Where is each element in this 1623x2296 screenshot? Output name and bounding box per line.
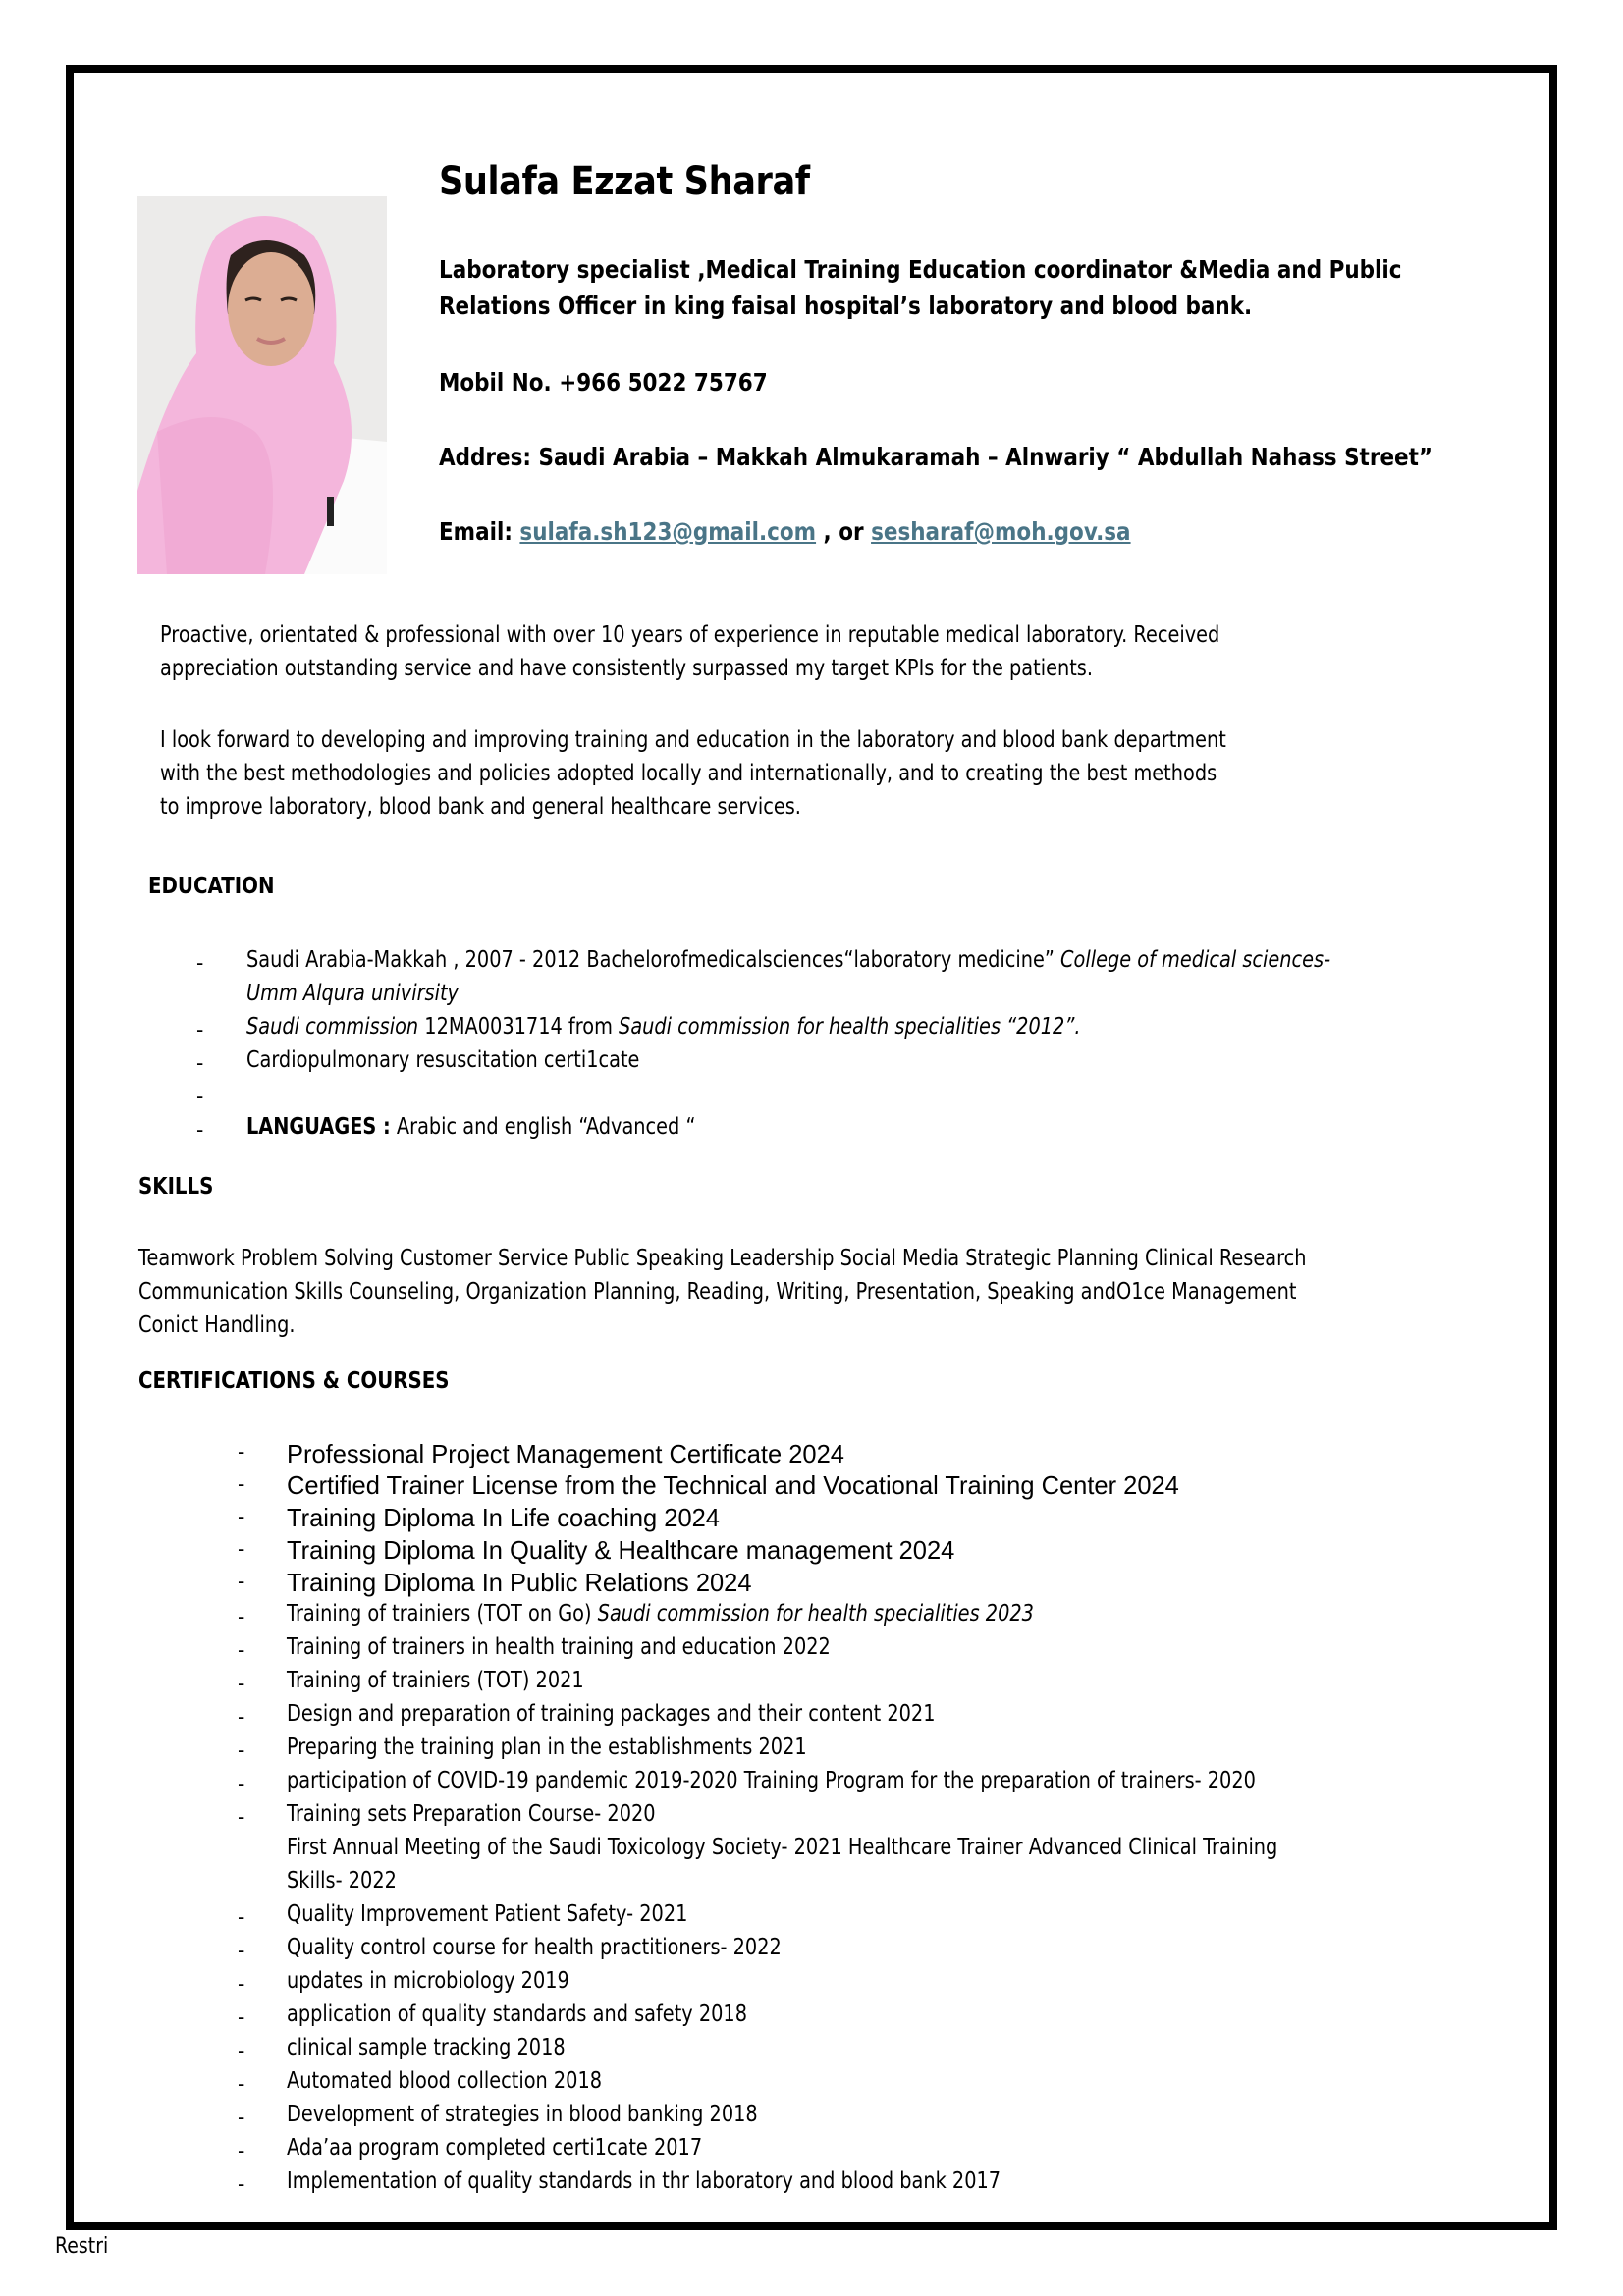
list-bullet: - xyxy=(238,2138,245,2163)
skills-line: Teamwork Problem Solving Customer Service Public Speaking Leadership Social Media Strategic Planning Clinical Research xyxy=(138,1246,1307,1271)
summary-line: appreciation outstanding service and have consistently surpassed my target KPIs for the patients. xyxy=(160,656,1093,681)
list-bullet: - xyxy=(196,1050,204,1075)
job-title-line-2: Relations Officer in king faisal hospital’s laboratory and blood bank. xyxy=(439,292,1253,320)
profile-photo xyxy=(137,196,387,574)
certification-item: Ada’aa program completed certi1cate 2017 xyxy=(287,2135,703,2161)
address: Addres: Saudi Arabia – Makkah Almukaramah – Alnwariy “ Abdullah Nahass Street” xyxy=(439,443,1434,471)
summary-paragraph-1 xyxy=(160,618,1219,685)
certification-item: participation of COVID-19 pandemic 2019-2020 Training Program for the preparation of trainers- 2020 xyxy=(287,1768,1256,1793)
list-bullet: - xyxy=(238,1637,245,1662)
certification-item-continuation: First Annual Meeting of the Saudi Toxicology Society- 2021 Healthcare Trainer Advanced Clinical Training xyxy=(287,1835,1278,1860)
list-bullet: - xyxy=(238,2105,245,2129)
list-bullet: - xyxy=(196,1017,204,1041)
list-bullet: - xyxy=(238,1604,245,1629)
certification-item: Training of trainiers (TOT) 2021 xyxy=(287,1668,584,1693)
summary-line: to improve laboratory, blood bank and general healthcare services. xyxy=(160,794,801,820)
email-label: Email: xyxy=(439,517,520,546)
skills-line: Conict Handling. xyxy=(138,1312,296,1338)
education-item-continuation: Umm Alqura univirsity xyxy=(246,981,459,1006)
summary-line: Proactive, orientated & professional with over 10 years of experience in reputable medical laboratory. Received xyxy=(160,622,1220,648)
list-bullet: - xyxy=(238,2038,245,2062)
certification-item: updates in microbiology 2019 xyxy=(287,1968,569,1994)
certification-item: application of quality standards and safety 2018 xyxy=(287,2002,748,2027)
list-bullet: - xyxy=(238,1938,245,1962)
education-item-languages: LANGUAGES : Arabic and english “Advanced “ xyxy=(246,1114,696,1140)
list-bullet: - xyxy=(238,2071,245,2096)
certification-item: Quality control course for health practitioners- 2022 xyxy=(287,1935,782,1960)
education-item: Saudi commission 12MA0031714 from Saudi commission for health specialities “2012”. xyxy=(246,1014,1081,1040)
certification-item: Training sets Preparation Course- 2020 xyxy=(287,1801,656,1827)
list-bullet: - xyxy=(238,1971,245,1996)
certification-item: Training Diploma In Life coaching 2024 xyxy=(287,1503,720,1532)
list-bullet: - xyxy=(238,1737,245,1762)
certification-item: Training of trainiers (TOT on Go) Saudi commission for health specialities 2023 xyxy=(287,1601,1034,1627)
list-bullet: - xyxy=(238,1569,245,1593)
email-separator: , or xyxy=(816,517,872,546)
job-title-line-1: Laboratory specialist ,Medical Training Education coordinator &Media and Public xyxy=(439,255,1402,284)
certification-item: clinical sample tracking 2018 xyxy=(287,2035,566,2060)
list-bullet: - xyxy=(196,950,204,975)
certification-item: Implementation of quality standards in thr laboratory and blood bank 2017 xyxy=(287,2168,1001,2194)
certification-item: Training Diploma In Public Relations 2024 xyxy=(287,1568,752,1597)
summary-line: I look forward to developing and improving training and education in the laboratory and blood bank department xyxy=(160,727,1226,753)
list-bullet: - xyxy=(238,1536,245,1561)
list-bullet: - xyxy=(238,1771,245,1795)
candidate-name: Sulafa Ezzat Sharaf xyxy=(439,159,810,204)
certification-item-continuation: Skills- 2022 xyxy=(287,1868,397,1894)
list-bullet: - xyxy=(196,1117,204,1142)
certification-item: Certified Trainer License from the Technical and Vocational Training Center 2024 xyxy=(287,1470,1179,1500)
certification-item: Automated blood collection 2018 xyxy=(287,2068,603,2094)
section-title-education: EDUCATION xyxy=(148,874,275,899)
summary-line: with the best methodologies and policies adopted locally and internationally, and to creating the best methods xyxy=(160,761,1217,786)
portrait-image-icon xyxy=(137,196,387,574)
education-item: Saudi Arabia-Makkah , 2007 - 2012 Bachelorofmedicalsciences“laboratory medicine” College of medical sciences- xyxy=(246,947,1331,973)
list-bullet: - xyxy=(196,1084,204,1108)
skills-list xyxy=(138,1242,1306,1342)
certification-item: Quality Improvement Patient Safety- 2021 xyxy=(287,1901,688,1927)
certification-item: Development of strategies in blood banking 2018 xyxy=(287,2102,758,2127)
education-item: Cardiopulmonary resuscitation certi1cate xyxy=(246,1047,640,1073)
email-row xyxy=(439,517,1131,546)
certification-item: Training of trainers in health training and education 2022 xyxy=(287,1634,831,1660)
certification-item: Training Diploma In Quality & Healthcare management 2024 xyxy=(287,1535,955,1565)
list-bullet: - xyxy=(238,1904,245,1929)
certification-item: Design and preparation of training packages and their content 2021 xyxy=(287,1701,936,1727)
section-title-certifications: CERTIFICATIONS & COURSES xyxy=(138,1368,450,1394)
list-bullet: - xyxy=(238,1471,245,1496)
certification-item: Preparing the training plan in the establishments 2021 xyxy=(287,1735,807,1760)
list-bullet: - xyxy=(238,1439,245,1464)
list-bullet: - xyxy=(238,1704,245,1729)
email-link-secondary[interactable]: sesharaf@moh.gov.sa xyxy=(871,517,1131,546)
email-link-primary[interactable]: sulafa.sh123@gmail.com xyxy=(519,517,817,546)
mobile-number: Mobil No. +966 5022 75767 xyxy=(439,368,768,397)
footer-classification-label: Restri xyxy=(55,2234,109,2259)
list-bullet: - xyxy=(238,1671,245,1695)
list-bullet: - xyxy=(238,2171,245,2196)
skills-line: Communication Skills Counseling, Organization Planning, Reading, Writing, Presentation, Speaking andO1ce Management xyxy=(138,1279,1297,1305)
list-bullet: - xyxy=(238,1504,245,1528)
list-bullet: - xyxy=(238,2004,245,2029)
summary-paragraph-2 xyxy=(160,723,1226,824)
section-title-skills: SKILLS xyxy=(138,1174,214,1200)
certification-item: Professional Project Management Certificate 2024 xyxy=(287,1439,844,1468)
list-bullet: - xyxy=(238,1804,245,1829)
